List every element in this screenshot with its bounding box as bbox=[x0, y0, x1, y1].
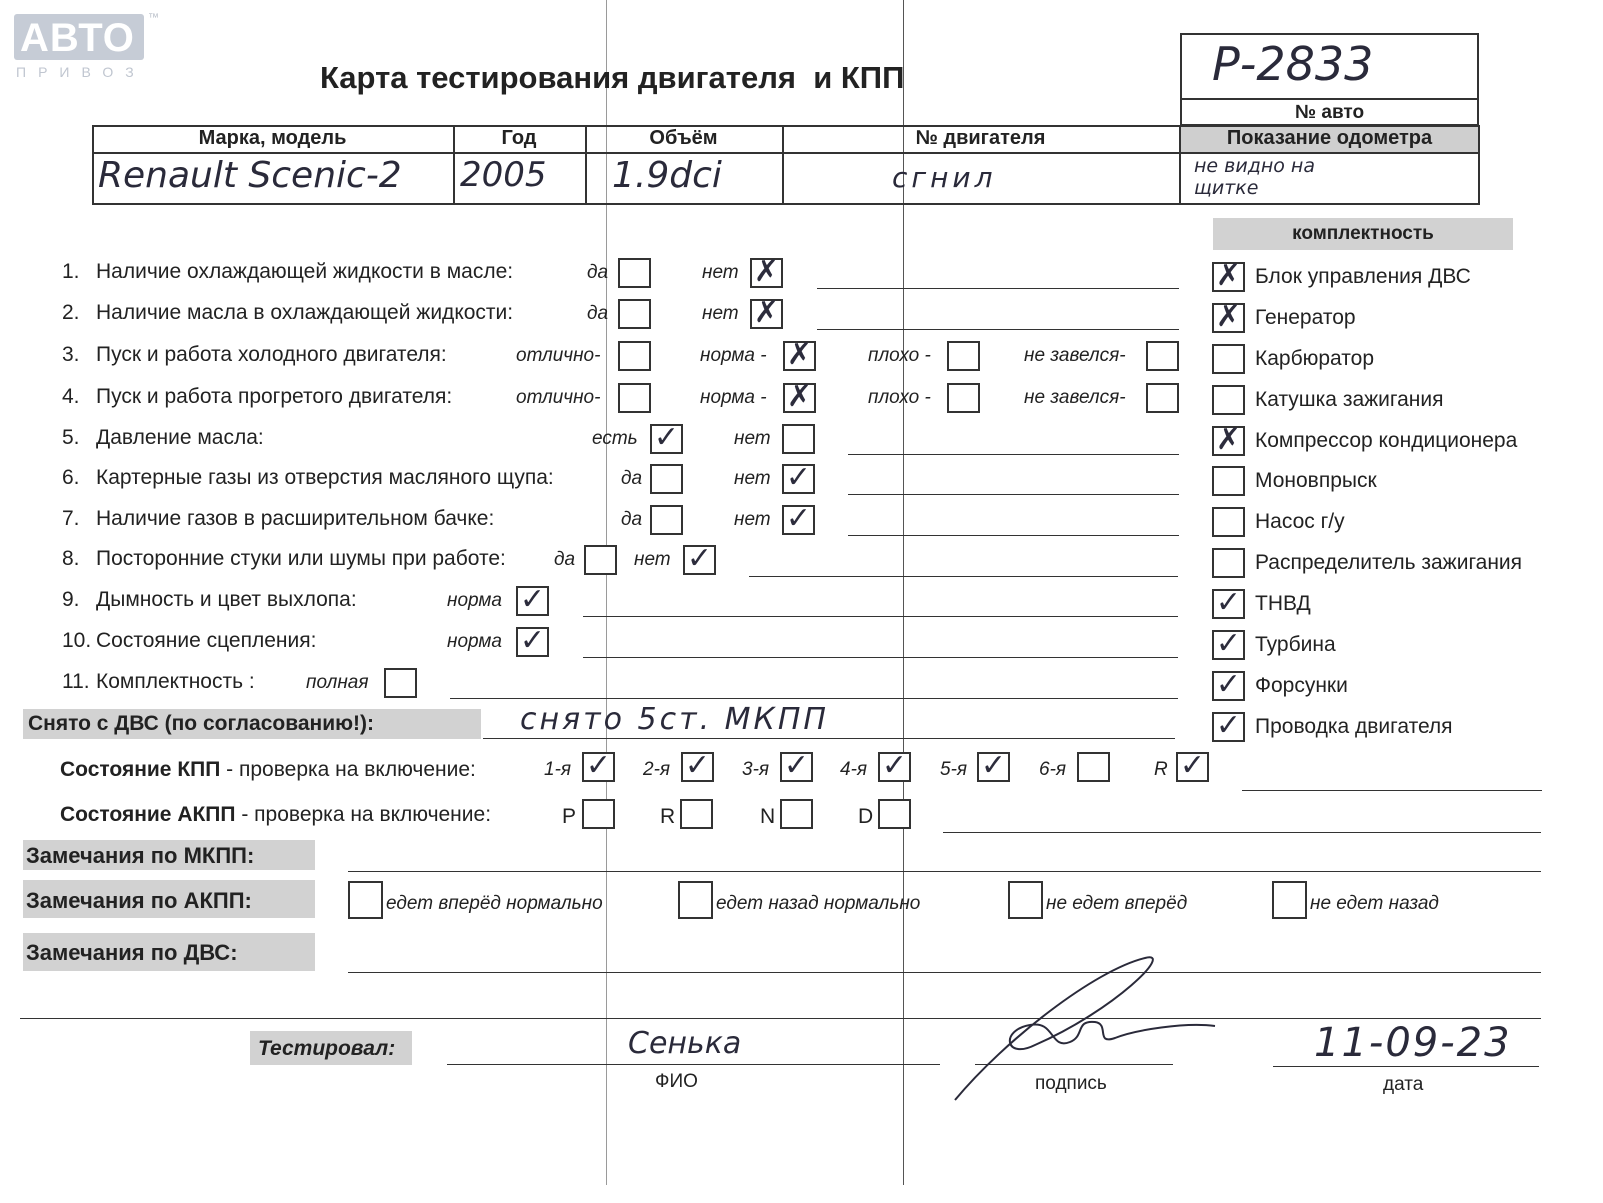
kpp-gear-label-4: 4-я bbox=[840, 759, 868, 780]
akpp-label-rest: - проверка на включение: bbox=[235, 803, 492, 826]
question-text-6: Картерные газы из отверстия масляного щупа: bbox=[96, 466, 554, 489]
q3-ne-zavelsya-label: не завелся- bbox=[1024, 345, 1126, 366]
q7-net-label: нет bbox=[734, 509, 771, 530]
q9-underline bbox=[583, 616, 1178, 617]
kit-label-3: Карбюратор bbox=[1255, 347, 1375, 370]
kpp-gear-label-3: 3-я bbox=[742, 759, 770, 780]
question-text-2: Наличие масла в охлаждающей жидкости: bbox=[96, 301, 514, 324]
kpp-gear-label-1: 1-я bbox=[544, 759, 572, 780]
kpp-gear-checkbox-7-mark: ✓ bbox=[1179, 748, 1206, 783]
q5-underline bbox=[848, 454, 1179, 455]
q10-norma-label: норма bbox=[447, 631, 502, 652]
question-text-9: Дымность и цвет выхлопа: bbox=[96, 588, 357, 611]
q6-underline bbox=[848, 494, 1179, 495]
kit-checkbox-10-mark: ✓ bbox=[1215, 626, 1242, 661]
question-number-1: 1. bbox=[62, 260, 80, 283]
q4-ne-zavelsya-label: не завелся- bbox=[1024, 387, 1126, 408]
question-text-1: Наличие охлаждающей жидкости в масле: bbox=[96, 260, 514, 283]
q8-net-checkbox-mark: ✓ bbox=[686, 541, 713, 576]
q2-net-checkbox[interactable] bbox=[750, 295, 783, 330]
q10-norma-checkbox[interactable] bbox=[516, 623, 549, 658]
kpp-label-bold: Состояние КПП bbox=[60, 758, 221, 781]
logo-subtitle: ПРИВОЗ bbox=[16, 64, 146, 80]
question-number-5: 5. bbox=[62, 426, 80, 449]
q1-net-checkbox-mark: ✗ bbox=[753, 254, 780, 289]
akpp-mode-label-4: D bbox=[858, 805, 874, 828]
kpp-gear-checkbox-3[interactable] bbox=[780, 748, 813, 783]
q6-da-checkbox[interactable] bbox=[650, 464, 683, 494]
q3-norma-label: норма - bbox=[700, 345, 767, 366]
kpp-gear-checkbox-2-mark: ✓ bbox=[684, 748, 711, 783]
q9-norma-label: норма bbox=[447, 590, 502, 611]
kit-checkbox-5[interactable] bbox=[1212, 422, 1245, 457]
q5-est-checkbox-mark: ✓ bbox=[653, 420, 680, 455]
date-line bbox=[1273, 1066, 1539, 1067]
kpp-gear-checkbox-1-mark: ✓ bbox=[585, 748, 612, 783]
q5-est-label: есть bbox=[592, 428, 638, 449]
q2-underline bbox=[817, 329, 1179, 330]
question-number-4: 4. bbox=[62, 385, 80, 408]
q3-otlichno-label: отлично- bbox=[516, 345, 601, 366]
fio-label: ФИО bbox=[655, 1071, 698, 1092]
q6-da-label: да bbox=[621, 468, 643, 489]
q4-ne-zavelsya-checkbox[interactable] bbox=[1146, 383, 1179, 413]
q7-net-checkbox[interactable] bbox=[782, 501, 815, 536]
auto-number-value: Р-2833 bbox=[1212, 37, 1374, 91]
q3-ne-zavelsya-checkbox[interactable] bbox=[1146, 341, 1179, 371]
col-header-volume: Объём bbox=[649, 127, 718, 149]
q3-ploho-checkbox[interactable] bbox=[947, 341, 980, 371]
question-number-7: 7. bbox=[62, 507, 80, 530]
q5-net-label: нет bbox=[734, 428, 771, 449]
q7-da-checkbox[interactable] bbox=[650, 505, 683, 535]
col-header-year: Год bbox=[501, 127, 537, 149]
akpp-mode-checkbox-2[interactable] bbox=[680, 799, 713, 829]
kit-checkbox-11-mark: ✓ bbox=[1215, 667, 1242, 702]
kit-checkbox-7[interactable] bbox=[1212, 507, 1245, 537]
q4-ploho-label: плохо - bbox=[868, 387, 931, 408]
akpp-mode-label-3: N bbox=[760, 805, 776, 828]
akpp-remark-checkbox-4[interactable] bbox=[1272, 881, 1307, 919]
odometer-value: не видно на щитке bbox=[1194, 155, 1315, 199]
logo-name: АВТО bbox=[20, 16, 135, 60]
q1-da-label: да bbox=[587, 262, 609, 283]
kit-checkbox-11[interactable] bbox=[1212, 667, 1245, 702]
removed-value: снято 5ст. МКПП bbox=[520, 702, 829, 737]
kit-label-1: Блок управления ДВС bbox=[1255, 265, 1471, 288]
kit-checkbox-12[interactable] bbox=[1212, 708, 1245, 743]
kit-label-8: Распределитель зажигания bbox=[1255, 551, 1523, 574]
kit-checkbox-9-mark: ✓ bbox=[1215, 585, 1242, 620]
akpp-mode-checkbox-4[interactable] bbox=[878, 799, 911, 829]
kpp-label bbox=[60, 758, 476, 782]
akpp-remark-checkbox-1[interactable] bbox=[348, 881, 383, 919]
kit-checkbox-1-mark: ✗ bbox=[1215, 258, 1242, 293]
kpp-gear-checkbox-6[interactable] bbox=[1077, 752, 1110, 782]
akpp-remark-label-2: едет назад нормально bbox=[716, 893, 921, 914]
q8-da-checkbox[interactable] bbox=[584, 545, 617, 575]
page-title: Карта тестирования двигателя и КПП bbox=[320, 60, 905, 95]
q2-da-checkbox[interactable] bbox=[618, 299, 651, 329]
date-value: 11-09-23 bbox=[1314, 1020, 1512, 1066]
question-text-3: Пуск и работа холодного двигателя: bbox=[96, 343, 447, 366]
akpp-remark-checkbox-2[interactable] bbox=[678, 881, 713, 919]
akpp-label bbox=[60, 803, 491, 827]
kit-checkbox-1[interactable] bbox=[1212, 258, 1245, 293]
kit-label-2: Генератор bbox=[1255, 306, 1356, 329]
kit-checkbox-10[interactable] bbox=[1212, 626, 1245, 661]
q2-net-label: нет bbox=[702, 303, 739, 324]
volume-value: 1.9dci bbox=[612, 155, 722, 196]
akpp-underline bbox=[943, 832, 1541, 833]
kpp-label-rest: - проверка на включение: bbox=[220, 758, 476, 781]
fio-line bbox=[447, 1064, 940, 1065]
remarks-dvs-label: Замечания по ДВС: bbox=[26, 940, 238, 965]
kpp-gear-checkbox-5-mark: ✓ bbox=[980, 748, 1007, 783]
q11-polnaya-checkbox[interactable] bbox=[384, 668, 417, 698]
kpp-gear-checkbox-2[interactable] bbox=[681, 748, 714, 783]
akpp-remark-label-1: едет вперёд нормально bbox=[386, 893, 603, 914]
question-number-2: 2. bbox=[62, 301, 80, 324]
logo-tm: ™ bbox=[148, 12, 159, 24]
header-row-divider bbox=[92, 152, 1480, 154]
fio-value: Сенька bbox=[628, 1026, 742, 1061]
kit-label-7: Насос г/у bbox=[1255, 510, 1345, 533]
auto-number-divider bbox=[1182, 98, 1477, 100]
q3-ploho-label: плохо - bbox=[868, 345, 931, 366]
q3-norma-checkbox[interactable] bbox=[783, 337, 816, 372]
q8-underline bbox=[749, 576, 1178, 577]
q1-da-checkbox[interactable] bbox=[618, 258, 651, 288]
akpp-mode-checkbox-1[interactable] bbox=[582, 799, 615, 829]
kit-checkbox-5-mark: ✗ bbox=[1215, 422, 1242, 457]
date-label: дата bbox=[1383, 1074, 1424, 1095]
question-text-11: Комплектность : bbox=[96, 670, 255, 693]
q4-otlichno-label: отлично- bbox=[516, 387, 601, 408]
tested-label: Тестировал: bbox=[258, 1037, 396, 1060]
kpp-underline bbox=[1242, 790, 1542, 791]
q6-net-label: нет bbox=[734, 468, 771, 489]
question-number-9: 9. bbox=[62, 588, 80, 611]
year-value: 2005 bbox=[460, 155, 547, 195]
signature-label: подпись bbox=[1035, 1073, 1107, 1094]
kpp-gear-checkbox-1[interactable] bbox=[582, 748, 615, 783]
kit-checkbox-9[interactable] bbox=[1212, 585, 1245, 620]
question-text-8: Посторонние стуки или шумы при работе: bbox=[96, 547, 506, 570]
kit-checkbox-2[interactable] bbox=[1212, 299, 1245, 334]
kit-label-11: Форсунки bbox=[1255, 674, 1348, 697]
col-header-odometer: Показание одометра bbox=[1226, 127, 1433, 149]
q7-underline bbox=[848, 535, 1179, 536]
question-number-11: 11. bbox=[62, 670, 90, 693]
q6-net-checkbox-mark: ✓ bbox=[785, 460, 812, 495]
akpp-mode-checkbox-3[interactable] bbox=[780, 799, 813, 829]
removed-underline bbox=[483, 738, 1175, 739]
q4-otlichno-checkbox[interactable] bbox=[618, 383, 651, 413]
header-table bbox=[92, 125, 1480, 205]
q1-underline bbox=[817, 288, 1179, 289]
kit-label-4: Катушка зажигания bbox=[1255, 388, 1444, 411]
col-header-engine-number: № двигателя bbox=[915, 127, 1046, 149]
akpp-mode-label-2: R bbox=[660, 805, 676, 828]
q9-norma-checkbox[interactable] bbox=[516, 582, 549, 617]
q8-net-checkbox[interactable] bbox=[683, 541, 716, 576]
question-text-4: Пуск и работа прогретого двигателя: bbox=[96, 385, 453, 408]
question-number-10: 10. bbox=[62, 629, 92, 652]
question-text-7: Наличие газов в расширительном бачке: bbox=[96, 507, 495, 530]
auto-number-label: № авто bbox=[1294, 102, 1365, 123]
kpp-gear-checkbox-7[interactable] bbox=[1176, 748, 1209, 783]
q1-net-checkbox[interactable] bbox=[750, 254, 783, 289]
kit-label-10: Турбина bbox=[1255, 633, 1336, 656]
question-text-5: Давление масла: bbox=[96, 426, 264, 449]
q10-norma-checkbox-mark: ✓ bbox=[519, 623, 546, 658]
kpp-gear-label-7: R bbox=[1154, 759, 1168, 780]
akpp-remark-label-4: не едет назад bbox=[1310, 893, 1439, 914]
remarks-akpp-label: Замечания по АКПП: bbox=[26, 888, 252, 913]
q8-da-label: да bbox=[554, 549, 576, 570]
engine-number-value: сгнил bbox=[892, 161, 997, 194]
q2-da-label: да bbox=[587, 303, 609, 324]
akpp-remark-label-3: не едет вперёд bbox=[1046, 893, 1188, 914]
col-header-model: Марка, модель bbox=[198, 127, 347, 149]
q4-norma-checkbox-mark: ✗ bbox=[786, 379, 813, 414]
q8-net-label: нет bbox=[634, 549, 671, 570]
q5-net-checkbox[interactable] bbox=[782, 424, 815, 454]
kit-checkbox-8[interactable] bbox=[1212, 548, 1245, 578]
q6-net-checkbox[interactable] bbox=[782, 460, 815, 495]
q3-otlichno-checkbox[interactable] bbox=[618, 341, 651, 371]
q4-norma-label: норма - bbox=[700, 387, 767, 408]
q7-net-checkbox-mark: ✓ bbox=[785, 501, 812, 536]
kit-checkbox-2-mark: ✗ bbox=[1215, 299, 1242, 334]
kpp-gear-label-2: 2-я bbox=[643, 759, 671, 780]
footer-divider bbox=[20, 1018, 1541, 1019]
kit-label-6: Моновпрыск bbox=[1255, 469, 1377, 492]
kit-checkbox-3[interactable] bbox=[1212, 344, 1245, 374]
question-text-10: Состояние сцепления: bbox=[96, 629, 317, 652]
q7-da-label: да bbox=[621, 509, 643, 530]
kpp-gear-checkbox-4[interactable] bbox=[878, 748, 911, 783]
q5-est-checkbox[interactable] bbox=[650, 420, 683, 455]
kpp-gear-label-6: 6-я bbox=[1039, 759, 1067, 780]
q2-net-checkbox-mark: ✗ bbox=[753, 295, 780, 330]
auto-number-box bbox=[1180, 33, 1479, 126]
logo bbox=[14, 12, 159, 80]
q1-net-label: нет bbox=[702, 262, 739, 283]
akpp-mode-label-1: P bbox=[562, 805, 577, 828]
akpp-label-bold: Состояние АКПП bbox=[60, 803, 236, 826]
kit-label-5: Компрессор кондиционера bbox=[1255, 429, 1518, 452]
kit-label-9: ТНВД bbox=[1255, 592, 1311, 615]
remarks-mkpp-line bbox=[348, 871, 1541, 872]
q11-polnaya-label: полная bbox=[306, 672, 369, 693]
question-number-6: 6. bbox=[62, 466, 80, 489]
kpp-gear-checkbox-4-mark: ✓ bbox=[881, 748, 908, 783]
question-number-3: 3. bbox=[62, 343, 80, 366]
kit-label-12: Проводка двигателя bbox=[1255, 715, 1453, 738]
remarks-mkpp-label: Замечания по МКПП: bbox=[26, 843, 255, 868]
question-number-8: 8. bbox=[62, 547, 80, 570]
kit-checkbox-12-mark: ✓ bbox=[1215, 708, 1242, 743]
kpp-gear-checkbox-5[interactable] bbox=[977, 748, 1010, 783]
akpp-remark-checkbox-3[interactable] bbox=[1008, 881, 1043, 919]
q3-norma-checkbox-mark: ✗ bbox=[786, 337, 813, 372]
kpp-gear-checkbox-3-mark: ✓ bbox=[783, 748, 810, 783]
q11-underline bbox=[450, 698, 1178, 699]
kit-checkbox-6[interactable] bbox=[1212, 466, 1245, 496]
q9-norma-checkbox-mark: ✓ bbox=[519, 582, 546, 617]
model-value: Renault Scenic-2 bbox=[98, 155, 402, 196]
kit-checkbox-4[interactable] bbox=[1212, 385, 1245, 415]
q10-underline bbox=[583, 657, 1178, 658]
q4-norma-checkbox[interactable] bbox=[783, 379, 816, 414]
kit-title: комплектность bbox=[1292, 223, 1434, 244]
q4-ploho-checkbox[interactable] bbox=[947, 383, 980, 413]
kpp-gear-label-5: 5-я bbox=[940, 759, 968, 780]
removed-label: Снято с ДВС (по согласованию!): bbox=[28, 712, 375, 735]
